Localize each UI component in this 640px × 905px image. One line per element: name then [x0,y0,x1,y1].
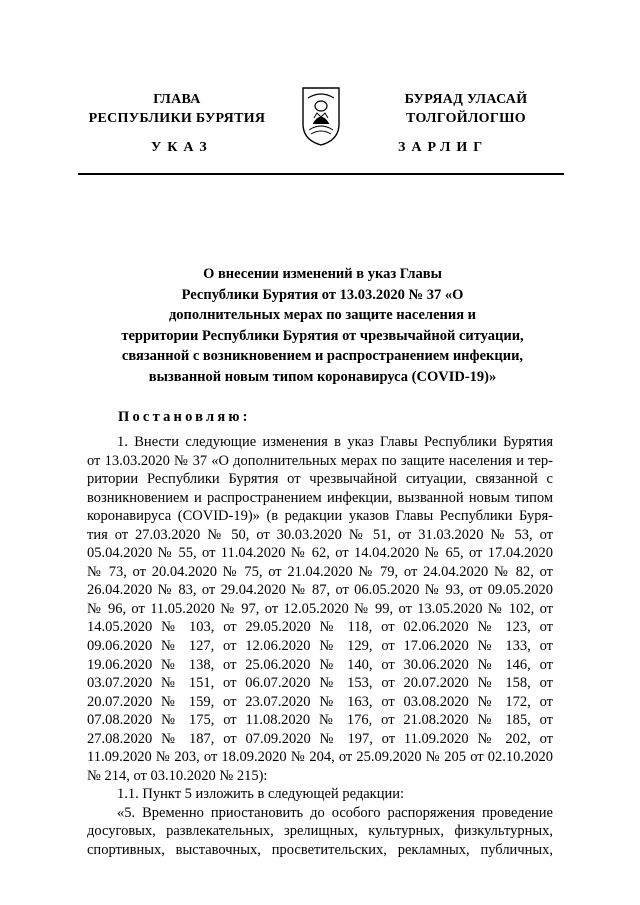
body-line: ритории Республики Бурятия от чрезвычайной ситуации, связанной с [87,471,553,488]
body-line: 19.06.2020 № 138, от 25.06.2020 № 140, от 30.06.2020 № 146, от [87,656,553,673]
title-line: вызванной новым типом коронавируса (COVID-19)» [148,368,497,385]
header-right-buryat [380,90,552,128]
header-left-line2: РЕСПУБЛИКИ БУРЯТИЯ [88,111,266,126]
title-line: дополнительных мерах по защите населения и [168,307,477,324]
header-divider [78,173,564,175]
body-line: № 96, от 11.05.2020 № 97, от 12.05.2020 № 99, от 13.05.2020 № 102, от [87,600,553,617]
decree-word: Постановляю: [118,409,251,425]
body-line: коронавируса (COVID-19)» (в редакции указов Главы Республики Буря- [87,508,553,525]
body-line: спортивных, выставочных, просветительских, рекламных, публичных, [87,842,553,859]
body-line: 26.04.2020 № 83, от 29.04.2020 № 87, от 06.05.2020 № 93, от 09.05.2020 [87,582,553,599]
body-line: досуговых, развлекательных, зрелищных, культурных, физкультурных, [87,823,553,840]
body-line: возникновением и распространением инфекции, вызванной новым типом [87,489,553,506]
body-line: 11.09.2020 № 203, от 18.09.2020 № 204, от 25.09.2020 № 205 от 02.10.2020 [87,749,553,766]
body-line: 20.07.2020 № 159, от 23.07.2020 № 163, от 03.08.2020 № 172, от [87,693,553,710]
header-left-line1: ГЛАВА [153,92,201,107]
decree-body [87,433,553,860]
header-left-russian [82,90,272,128]
doc-type-buryat: ЗАРЛИГ [398,140,489,155]
decree-title [95,264,550,388]
title-line: О внесении изменений в указ Главы [203,266,442,282]
header-right-line2: ТОЛГОЙЛОГШО [406,111,526,126]
body-line: 14.05.2020 № 103, от 29.05.2020 № 118, от 02.06.2020 № 123, от [87,619,553,636]
body-line: 1.1. Пункт 5 изложить в следующей редакции: [117,786,405,803]
header-right-line1: БУРЯАД УЛАСАЙ [404,92,528,107]
coat-of-arms-icon [300,84,342,146]
body-line: 05.04.2020 № 55, от 11.04.2020 № 62, от 14.04.2020 № 65, от 17.04.2020 [87,545,553,562]
title-line: Республики Бурятия от 13.03.2020 № 37 «О [181,286,464,303]
body-line: № 214, от 03.10.2020 № 215): [87,767,268,784]
doc-type-russian: УКАЗ [151,140,213,155]
body-line: от 13.03.2020 № 37 «О дополнительных мерах по защите населения и тер- [87,452,553,469]
body-line: 09.06.2020 № 127, от 12.06.2020 № 129, от 17.06.2020 № 133, от [87,638,553,655]
body-line: 03.07.2020 № 151, от 06.07.2020 № 153, от 20.07.2020 № 158, от [87,675,553,692]
body-line: 27.08.2020 № 187, от 07.09.2020 № 197, от 11.09.2020 № 202, от [87,730,553,747]
body-line: тия от 27.03.2020 № 50, от 30.03.2020 № 51, от 31.03.2020 № 53, от [87,526,553,543]
body-line: 1. Внести следующие изменения в указ Главы Республики Бурятия [117,434,553,450]
body-line: «5. Временно приостановить до особого распоряжения проведение [117,804,553,821]
body-line: № 73, от 20.04.2020 № 75, от 21.04.2020 № 79, от 24.04.2020 № 82, от [87,563,553,580]
title-line: территории Республики Бурятия от чрезвычайной ситуации, [121,327,524,344]
title-line: связанной с возникновением и распространением инфекции, [121,348,524,365]
body-line: 07.08.2020 № 175, от 11.08.2020 № 176, от 21.08.2020 № 185, от [87,712,553,729]
